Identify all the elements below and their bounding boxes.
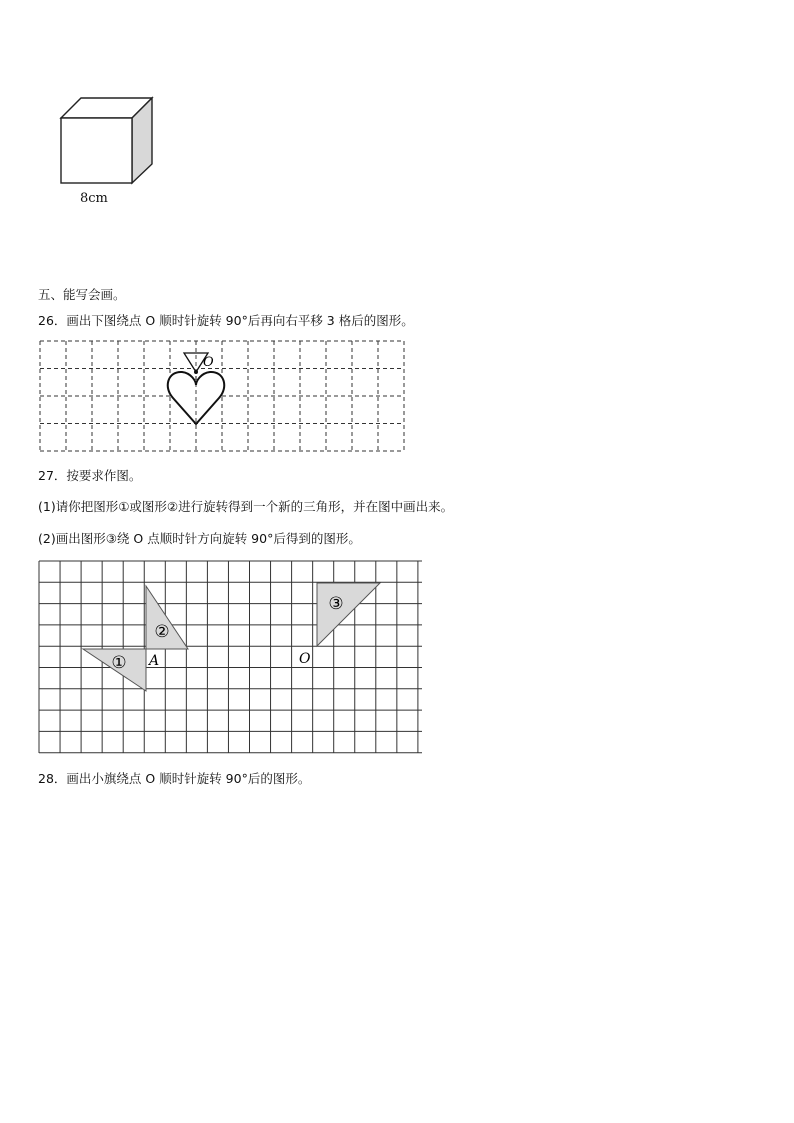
- question-26-text: 26．画出下图绕点 O 顺时针旋转 90°后再向右平移 3 格后的图形。: [38, 313, 414, 328]
- cube-figure: [55, 92, 165, 192]
- question-27-text: 27．按要求作图。: [38, 468, 142, 483]
- point-o-label: O: [299, 651, 311, 667]
- section-heading: 五、能写会画。: [38, 287, 126, 302]
- shape-3-label: ③: [328, 594, 344, 614]
- shape-2-label: ②: [154, 622, 170, 642]
- q26-dashed-grid: [40, 341, 404, 453]
- question-27-part2: (2)画出图形③绕 O 点顺时针方向旋转 90°后得到的图形。: [38, 531, 361, 546]
- shape-3: [317, 583, 380, 646]
- q27-grid: [39, 561, 425, 757]
- question-28-text: 28．画出小旗绕点 O 顺时针旋转 90°后的图形。: [38, 771, 311, 786]
- shape-1-label: ①: [111, 653, 127, 673]
- cube-edge-label: 8cm: [80, 191, 108, 206]
- question-27-part1: (1)请你把图形①或图形②进行旋转得到一个新的三角形，并在图中画出来。: [38, 499, 454, 514]
- point-a-label: A: [149, 653, 160, 669]
- q26-point-o-label: O: [203, 355, 214, 370]
- cube-front-face: [61, 118, 132, 183]
- point-o-dot: [194, 370, 198, 374]
